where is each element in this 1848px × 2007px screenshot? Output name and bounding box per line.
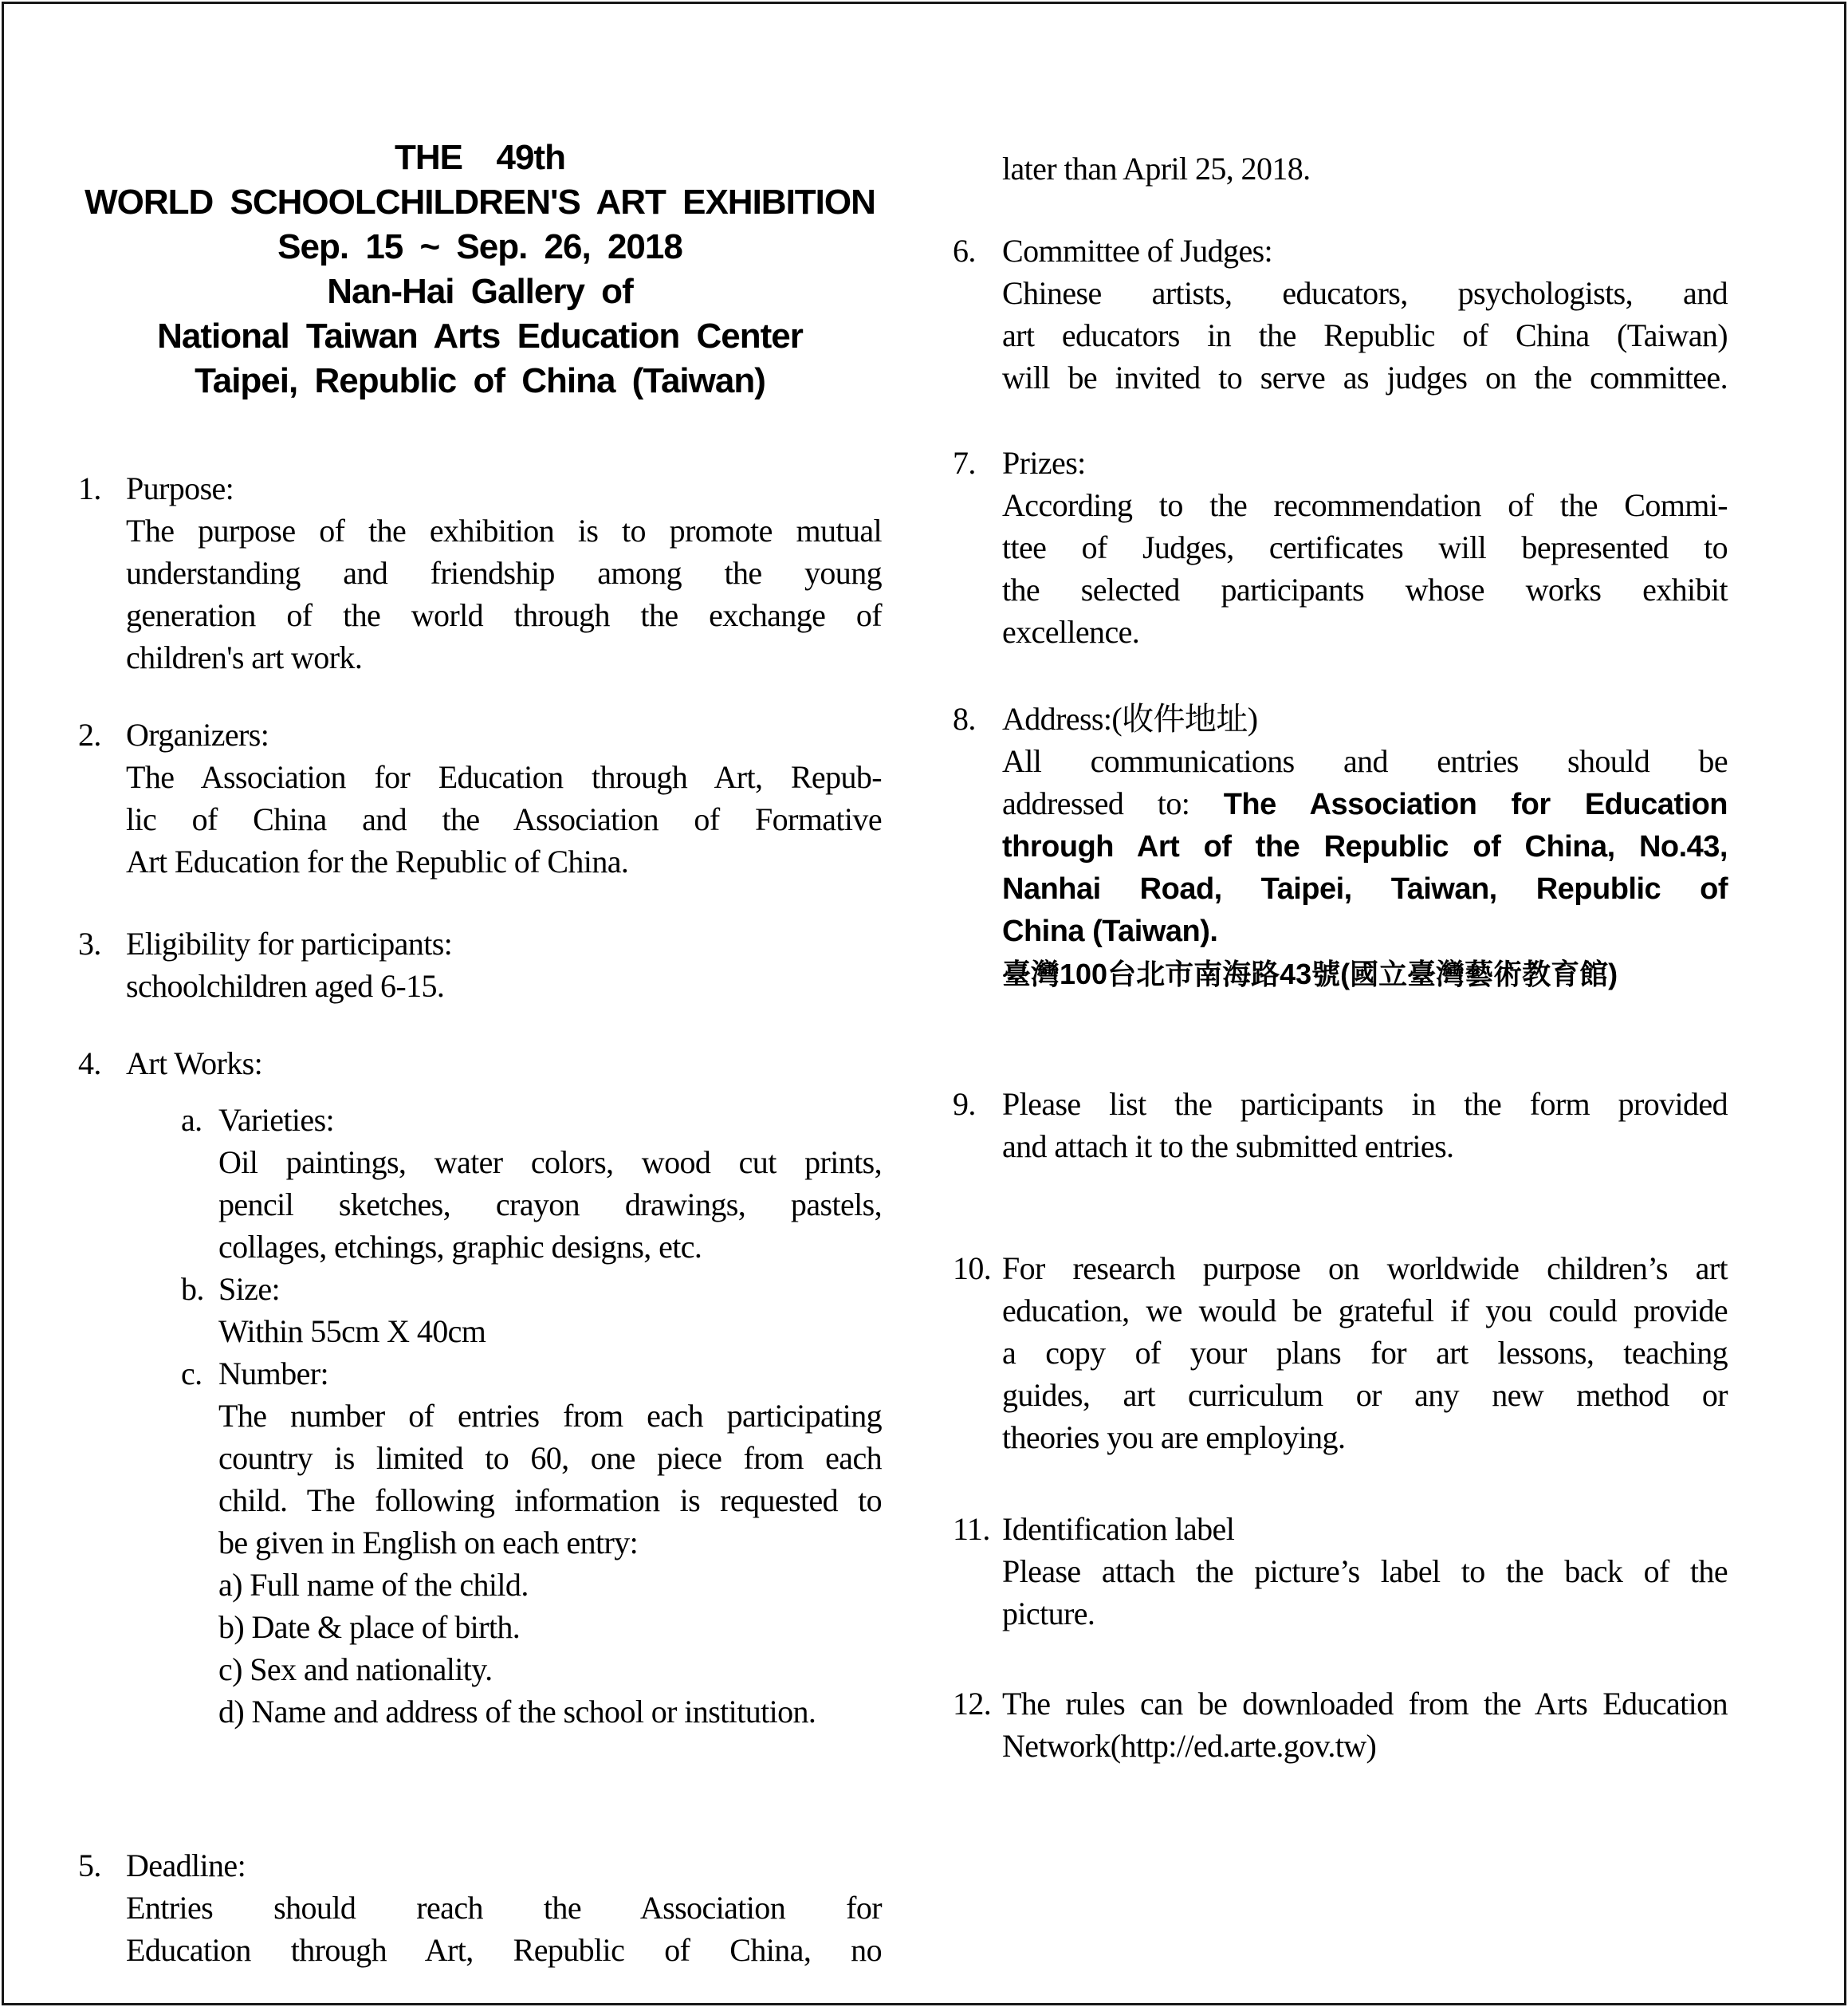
sub-item-b [181,1268,882,1352]
text-line-bold: The Association for Education [1223,788,1728,821]
left-item-L4 [78,1042,882,1733]
text-line: Entries should reach the Association for [126,1890,882,1926]
item-body [1002,1247,1728,1458]
text-line: c) Sex and nationality. [218,1651,493,1687]
sub-item-body [218,1268,882,1352]
text-line: lic of China and the Association of Formative [126,801,882,837]
text-line: excellence. [1002,614,1140,650]
sub-item-body [218,1099,882,1268]
sub-item-number: a. [181,1102,202,1138]
text-line: According to the recommendation of the Commi- [1002,487,1728,523]
text-line: will be invited to serve as judges on the committee. [1002,360,1728,395]
text-line: Within 55cm X 40cm [218,1313,486,1349]
left-item-L1 [78,467,882,679]
right-item-R9 [953,1083,1728,1167]
text-line: Art Works: [126,1045,263,1081]
title-line-2: WORLD SCHOOLCHILDREN'S ART EXHIBITION [85,183,875,222]
text-line: be given in English on each entry: [218,1525,639,1560]
text-line: Varieties: [218,1102,335,1138]
text-line: Art Education for the Republic of China. [126,844,629,880]
text-line: Deadline: [126,1848,246,1883]
right-column [953,148,1728,1767]
sub-item-c [181,1352,882,1733]
item-number: 4. [78,1045,101,1081]
item-number: 3. [78,926,101,962]
title-line-5: National Taiwan Arts Education Center [157,317,803,356]
left-item-L5 [78,1844,882,1971]
text-line: through Art of the Republic of China, No.43, [1002,830,1728,864]
text-line: For research purpose on worldwide children’s art [1002,1250,1728,1286]
item-number: 6. [953,233,976,269]
text-line: guides, art curriculum or any new method or [1002,1377,1728,1413]
text-line: The Association for Education through Art, Repub- [126,759,882,795]
title-line-1: THE 49th [395,138,565,177]
text-line: 臺灣100台北市南海路43號(國立臺灣藝術教育館) [1002,958,1618,990]
right-item-R12 [953,1682,1728,1767]
left-item-L2 [78,714,882,883]
item-number: 8. [953,701,976,737]
text-line: d) Name and address of the school or institution. [218,1694,816,1730]
item-body [1002,1682,1728,1767]
item-number: 10. [953,1250,992,1286]
text-line: a) Full name of the child. [218,1567,529,1603]
text-line: The number of entries from each participating [218,1398,882,1434]
text-line: Size: [218,1271,280,1307]
text-line: Address:(收件地址) [1002,701,1258,737]
item-number: 5. [78,1848,101,1883]
sub-item-body [218,1352,882,1733]
text-line: Please attach the picture’s label to the back of the [1002,1553,1728,1589]
item-body [1002,1083,1728,1167]
text-line-prefix: addressed to: [1002,785,1224,821]
item-body [126,467,882,679]
item-body [1002,442,1728,653]
text-line: collages, etchings, graphic designs, etc. [218,1229,702,1265]
text-line: Number: [218,1356,328,1391]
text-line: All communications and entries should be [1002,743,1728,779]
title-line-3: Sep. 15 ~ Sep. 26, 2018 [277,227,682,266]
text-line: Identification label [1002,1511,1235,1547]
text-line: child. The following information is requested to [218,1482,882,1518]
text-line: Network(http://ed.arte.gov.tw) [1002,1728,1377,1764]
item-number: 2. [78,717,101,753]
item-body [126,1844,882,1971]
document-title-block [78,136,882,403]
text-line: pencil sketches, crayon drawings, pastels, [218,1186,882,1222]
text-line: education, we would be grateful if you could provide [1002,1293,1728,1328]
item-number: 1. [78,470,101,506]
item-number: 11. [953,1511,990,1547]
text-line: theories you are employing. [1002,1419,1346,1455]
right-item-R11 [953,1508,1728,1635]
item-body [126,714,882,883]
text-line: Oil paintings, water colors, wood cut prints, [218,1144,882,1180]
item-body [1002,230,1728,399]
text-line: Nanhai Road, Taipei, Taiwan, Republic of [1002,872,1728,906]
title-line-4: Nan-Hai Gallery of [327,272,633,311]
text-line: Education through Art, Republic of China, no [126,1932,882,1968]
text-line: the selected participants whose works exhibit [1002,572,1728,608]
text-line: ttee of Judges, certificates will bepresented to [1002,529,1728,565]
text-line: country is limited to 60, one piece from each [218,1440,882,1476]
title-line-6: Taipei, Republic of China (Taiwan) [195,361,765,400]
right-item-R8 [953,698,1728,995]
right-item-R10 [953,1247,1728,1458]
text-line: The rules can be downloaded from the Arts Education [1002,1686,1728,1722]
sub-item-number: c. [181,1356,202,1391]
right-item-R6 [953,230,1728,399]
sub-item-number: b. [181,1271,204,1307]
text-line: China (Taiwan). [1002,915,1218,948]
right-item-R0 [953,148,1728,190]
item-body [1002,698,1728,995]
text-line: Organizers: [126,717,269,753]
item-body [126,1042,882,1733]
text-line: schoolchildren aged 6-15. [126,968,445,1004]
text-line: Prizes: [1002,445,1086,481]
item-number: 7. [953,445,976,481]
text-line: generation of the world through the exchange of [126,597,882,633]
text-line: b) Date & place of birth. [218,1609,521,1645]
left-column [78,136,882,1971]
left-column-items [78,467,882,1971]
item-number: 9. [953,1086,976,1122]
text-line [1002,782,1728,826]
text-line: understanding and friendship among the young [126,555,882,591]
right-item-R7 [953,442,1728,653]
text-line: Committee of Judges: [1002,233,1273,269]
text-line: The purpose of the exhibition is to promote mutual [126,513,882,549]
text-line: picture. [1002,1596,1095,1631]
item-body [1002,1508,1728,1635]
text-line: later than April 25, 2018. [1002,151,1311,187]
text-line: a copy of your plans for art lessons, teaching [1002,1335,1728,1371]
left-item-L3 [78,923,882,1007]
text-line: Chinese artists, educators, psychologists, and [1002,275,1728,311]
sub-item-a [181,1099,882,1268]
item-number: 12. [953,1686,992,1722]
item-body [1002,148,1728,190]
text-line: Eligibility for participants: [126,926,453,962]
text-line: children's art work. [126,639,363,675]
text-line: and attach it to the submitted entries. [1002,1128,1454,1164]
text-line: Please list the participants in the form provided [1002,1086,1728,1122]
item-body [126,923,882,1007]
text-line: art educators in the Republic of China (Taiwan) [1002,317,1728,353]
text-line: Purpose: [126,470,234,506]
